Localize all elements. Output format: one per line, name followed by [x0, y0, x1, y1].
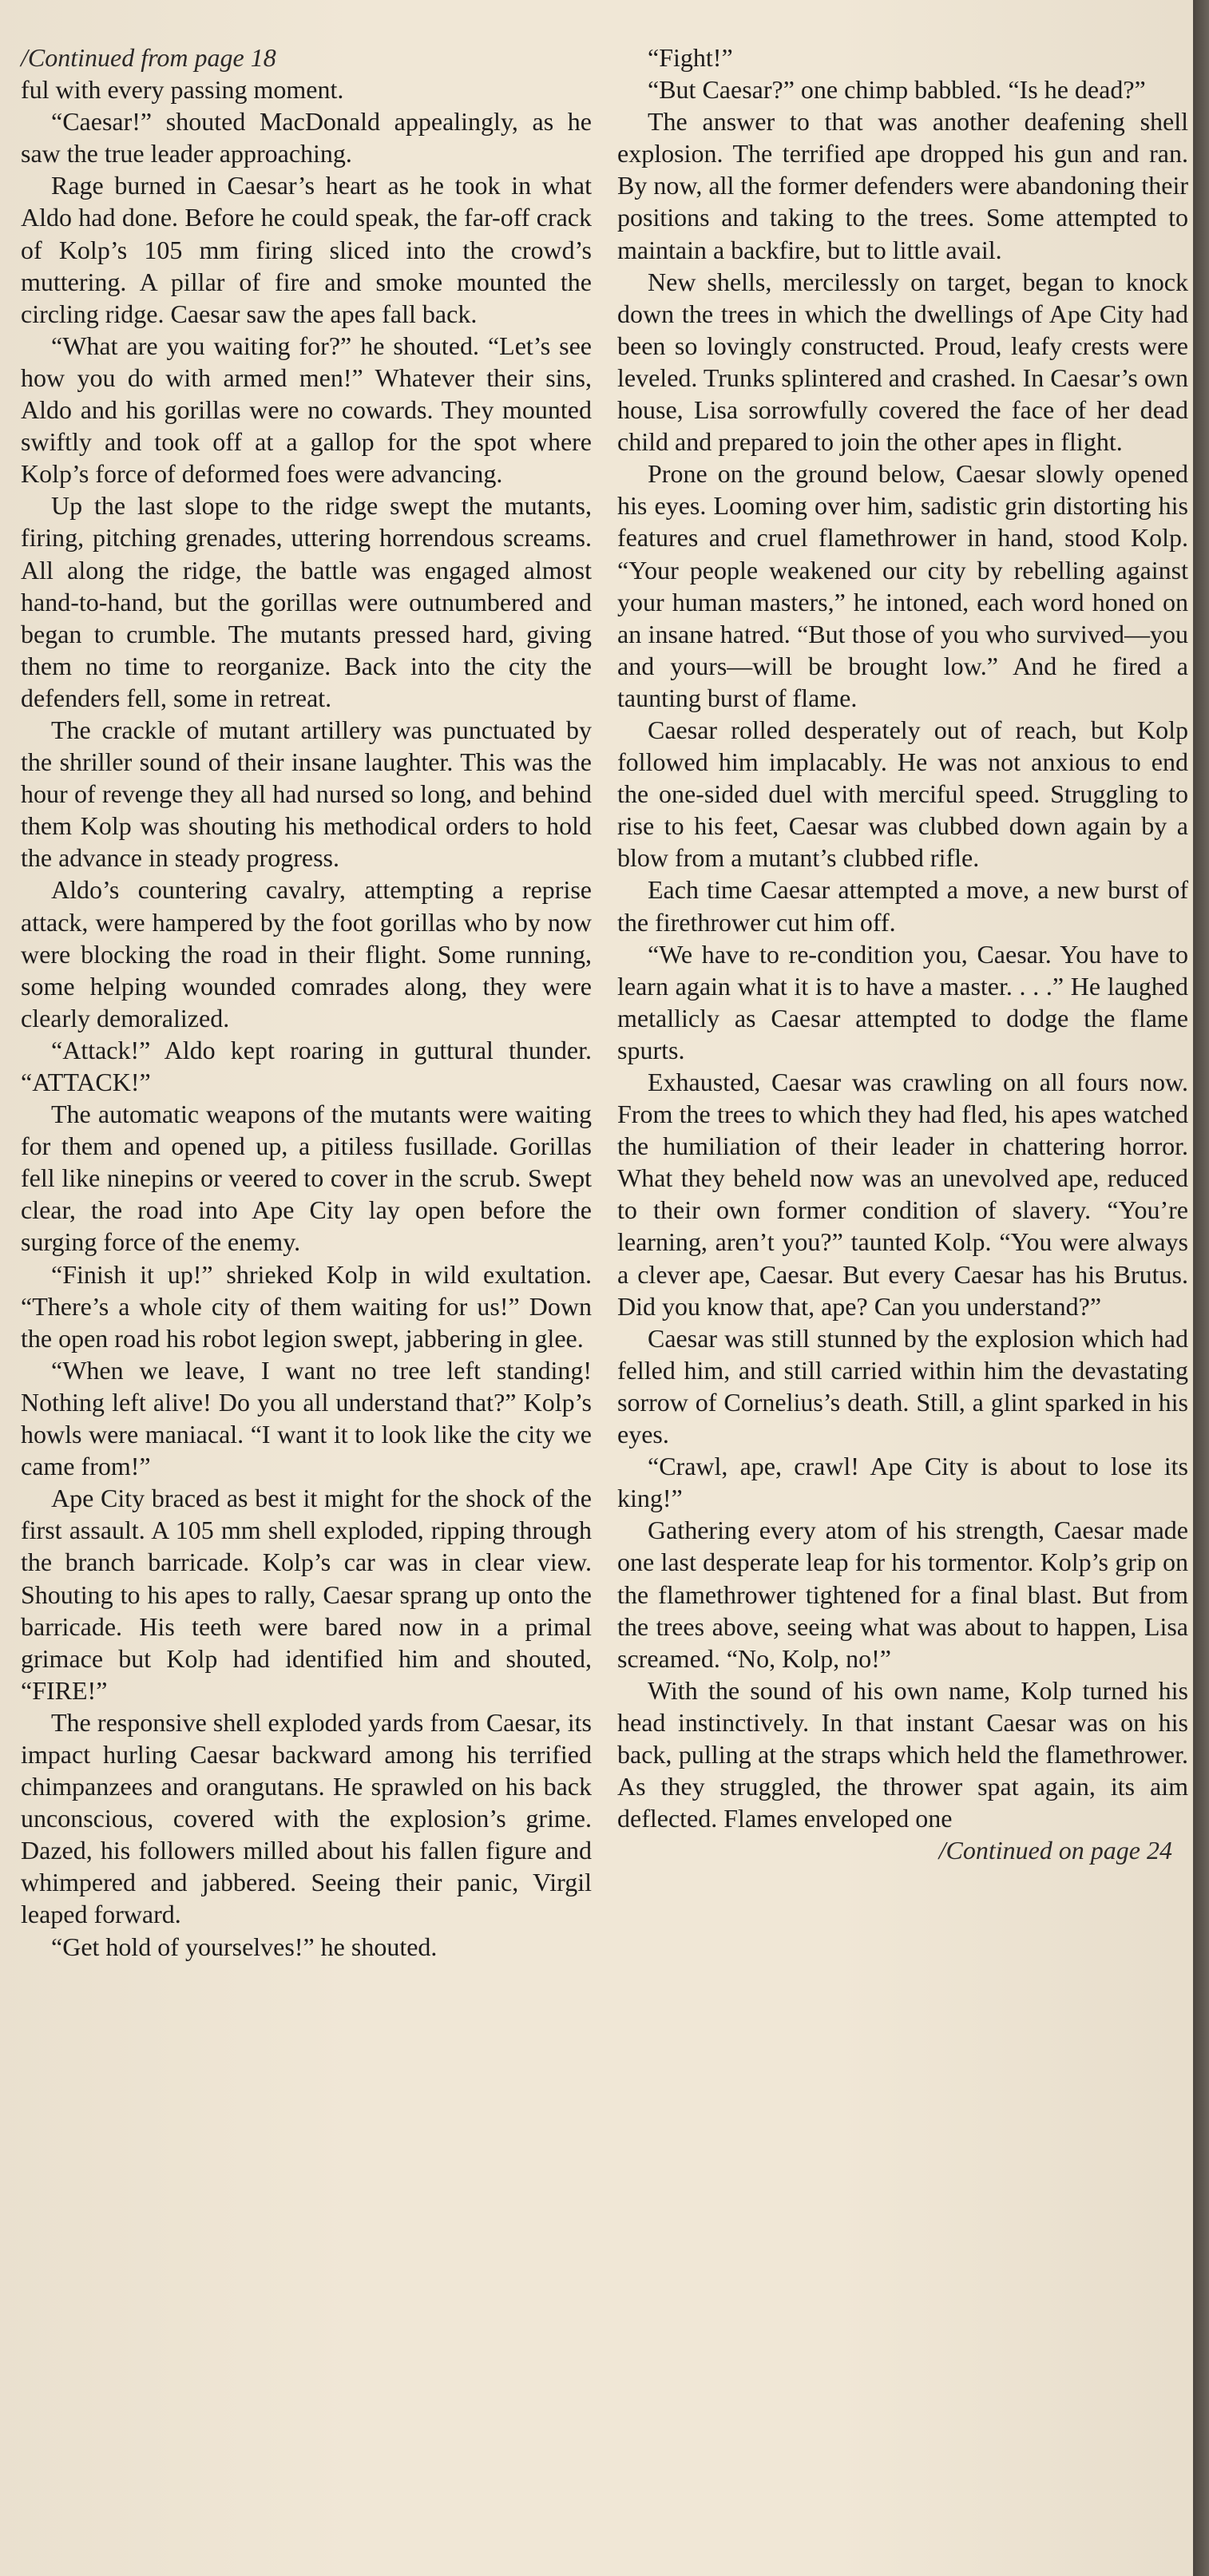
paragraph: Rage burned in Caesar’s heart as he took in what Aldo had done. Before he could speak, the far-off crack of Kolp’s 105 mm firing sliced into the crowd’s muttering. A pillar of fire and smoke mounted the circling ridge. Caesar saw the apes fall back. [21, 171, 592, 328]
continued-on-label: /Continued on page 24 [938, 1836, 1172, 1865]
paragraph: “Caesar!” shouted MacDonald appealingly, as he saw the true leader approaching. [21, 107, 592, 168]
paragraph: Aldo’s countering cavalry, attempting a reprise attack, were hampered by the foot gorillas who by now were blocking the road in their flight. Some running, some helping wounded comrades along, they were clearly demoralized. [21, 875, 592, 1032]
paragraph: ful with every passing moment. [21, 75, 344, 105]
paragraph: Prone on the ground below, Caesar slowly opened his eyes. Looming over him, sadistic grin distorting his features and cruel flamethrower in hand, stood Kolp. “Your people weakened our city by rebelling against your human masters,” he intoned, each word honed on an insane hatred. “But those of you who survived—you and yours—will be brought low.” And he fired a taunting burst of flame. [617, 459, 1188, 712]
paragraph: “Get hold of yourselves!” he shouted. [51, 1932, 438, 1961]
paragraph: New shells, mercilessly on target, began to knock down the trees in which the dwellings of Ape City had been so lovingly constructed. Proud, leafy crests were leveled. Trunks splintered and crashed. In Caesar’s own house, Lisa sorrowfully covered the face of her dead child and prepared to join the other apes in flight. [617, 267, 1188, 457]
paragraph: “Fight!” [648, 43, 733, 72]
continued-from-label: /Continued from page 18 [21, 43, 276, 72]
paragraph: Caesar rolled desperately out of reach, but Kolp followed him implacably. He was not anxious to end the one-sided duel with merciful speed. Struggling to rise to his feet, Caesar was clubbed down again by a blow from a mutant’s clubbed rifle. [617, 715, 1188, 873]
paragraph: Exhausted, Caesar was crawling on all fours now. From the trees to which they had fled, his apes watched the humiliation of their leader in chattering horror. What they beheld now was an unevolved ape, reduced to their own former condition of slavery. “You’re learning, aren’t you?” taunted Kolp. “You were always a clever ape, Caesar. But every Caesar has his Brutus. Did you know that, ape? Can you understand?” [617, 1068, 1188, 1321]
paragraph: “Finish it up!” shrieked Kolp in wild exultation. “There’s a whole city of them waiting for us!” Down the open road his robot legion swept, jabbering in glee. [21, 1259, 592, 1353]
paragraph: The automatic weapons of the mutants were waiting for them and opened up, a pitiless fusillade. Gorillas fell like ninepins or veered to cover in the scrub. Swept clear, the road into Ape City lay open before the surging force of the enemy. [21, 1100, 592, 1257]
paragraph: “What are you waiting for?” he shouted. “Let’s see how you do with armed men!” Whatever their sins, Aldo and his gorillas were no cowards. They mounted swiftly and took off at a gallop for the spot where Kolp’s force of deformed foes were advancing. [21, 331, 592, 489]
paragraph: The crackle of mutant artillery was punctuated by the shriller sound of their insane laughter. This was the hour of revenge they all had nursed so long, and behind them Kolp was shouting his methodical orders to hold the advance in steady progress. [21, 715, 592, 873]
paragraph: “But Caesar?” one chimp babbled. “Is he dead?” [648, 75, 1146, 105]
paragraph: The answer to that was another deafening shell explosion. The terrified ape dropped his gun and ran. By now, all the former defenders were abandoning their positions and taking to the trees. Some attempted to maintain a backfire, but to little avail. [617, 107, 1188, 264]
paragraph: Gathering every atom of his strength, Caesar made one last desperate leap for his tormentor. Kolp’s grip on the flamethrower tightened for a final blast. But from the trees above, seeing what was about to happen, Lisa screamed. “No, Kolp, no!” [617, 1516, 1188, 1673]
paragraph: “When we leave, I want no tree left standing! Nothing left alive! Do you all understand that?” Kolp’s howls were maniacal. “I want it to look like the city we came from!” [21, 1355, 592, 1481]
paragraph: “Attack!” Aldo kept roaring in guttural thunder. “ATTACK!” [21, 1035, 592, 1096]
paragraph: Ape City braced as best it might for the shock of the first assault. A 105 mm shell exploded, ripping through the branch barricade. Kolp’s car was in clear view. Shouting to his apes to rally, Caesar sprang up onto the barricade. His teeth were bared now in a primal grimace but Kolp had identified him and shouted, “FIRE!” [21, 1484, 592, 1705]
paragraph: The responsive shell exploded yards from Caesar, its impact hurling Caesar backward among his terrified chimpanzees and orangutans. He sprawled on his back unconscious, covered with the explosion’s grime. Dazed, his followers milled about his fallen figure and whimpered and jabbered. Seeing their panic, Virgil leaped forward. [21, 1707, 592, 1929]
paragraph: Caesar was still stunned by the explosion which had felled him, and still carried within him the devastating sorrow of Cornelius’s death. Still, a glint sparked in his eyes. [617, 1323, 1188, 1449]
paragraph: Up the last slope to the ridge swept the mutants, firing, pitching grenades, uttering horrendous screams. All along the ridge, the battle was engaged almost hand-to-hand, but the gorillas were outnumbered and began to crumble. The mutants pressed hard, giving them no time to reorganize. Back into the city the defenders fell, some in retreat. [21, 491, 592, 712]
right-text-column [617, 42, 1188, 1866]
left-text-column [21, 42, 592, 1963]
paragraph: Each time Caesar attempted a move, a new burst of the firethrower cut him off. [617, 875, 1188, 937]
paragraph: With the sound of his own name, Kolp turned his head instinctively. In that instant Caesar was on his back, pulling at the straps which held the flamethrower. As they struggled, the thrower spat again, its aim deflected. Flames enveloped one [617, 1675, 1188, 1833]
paragraph: “Crawl, ape, crawl! Ape City is about to lose its king!” [617, 1452, 1188, 1513]
page-edge-shadow [1193, 0, 1209, 2576]
paragraph: “We have to re-condition you, Caesar. You have to learn again what it is to have a master. . . .” He laughed metallicly as Caesar attempted to dodge the flame spurts. [617, 939, 1188, 1064]
